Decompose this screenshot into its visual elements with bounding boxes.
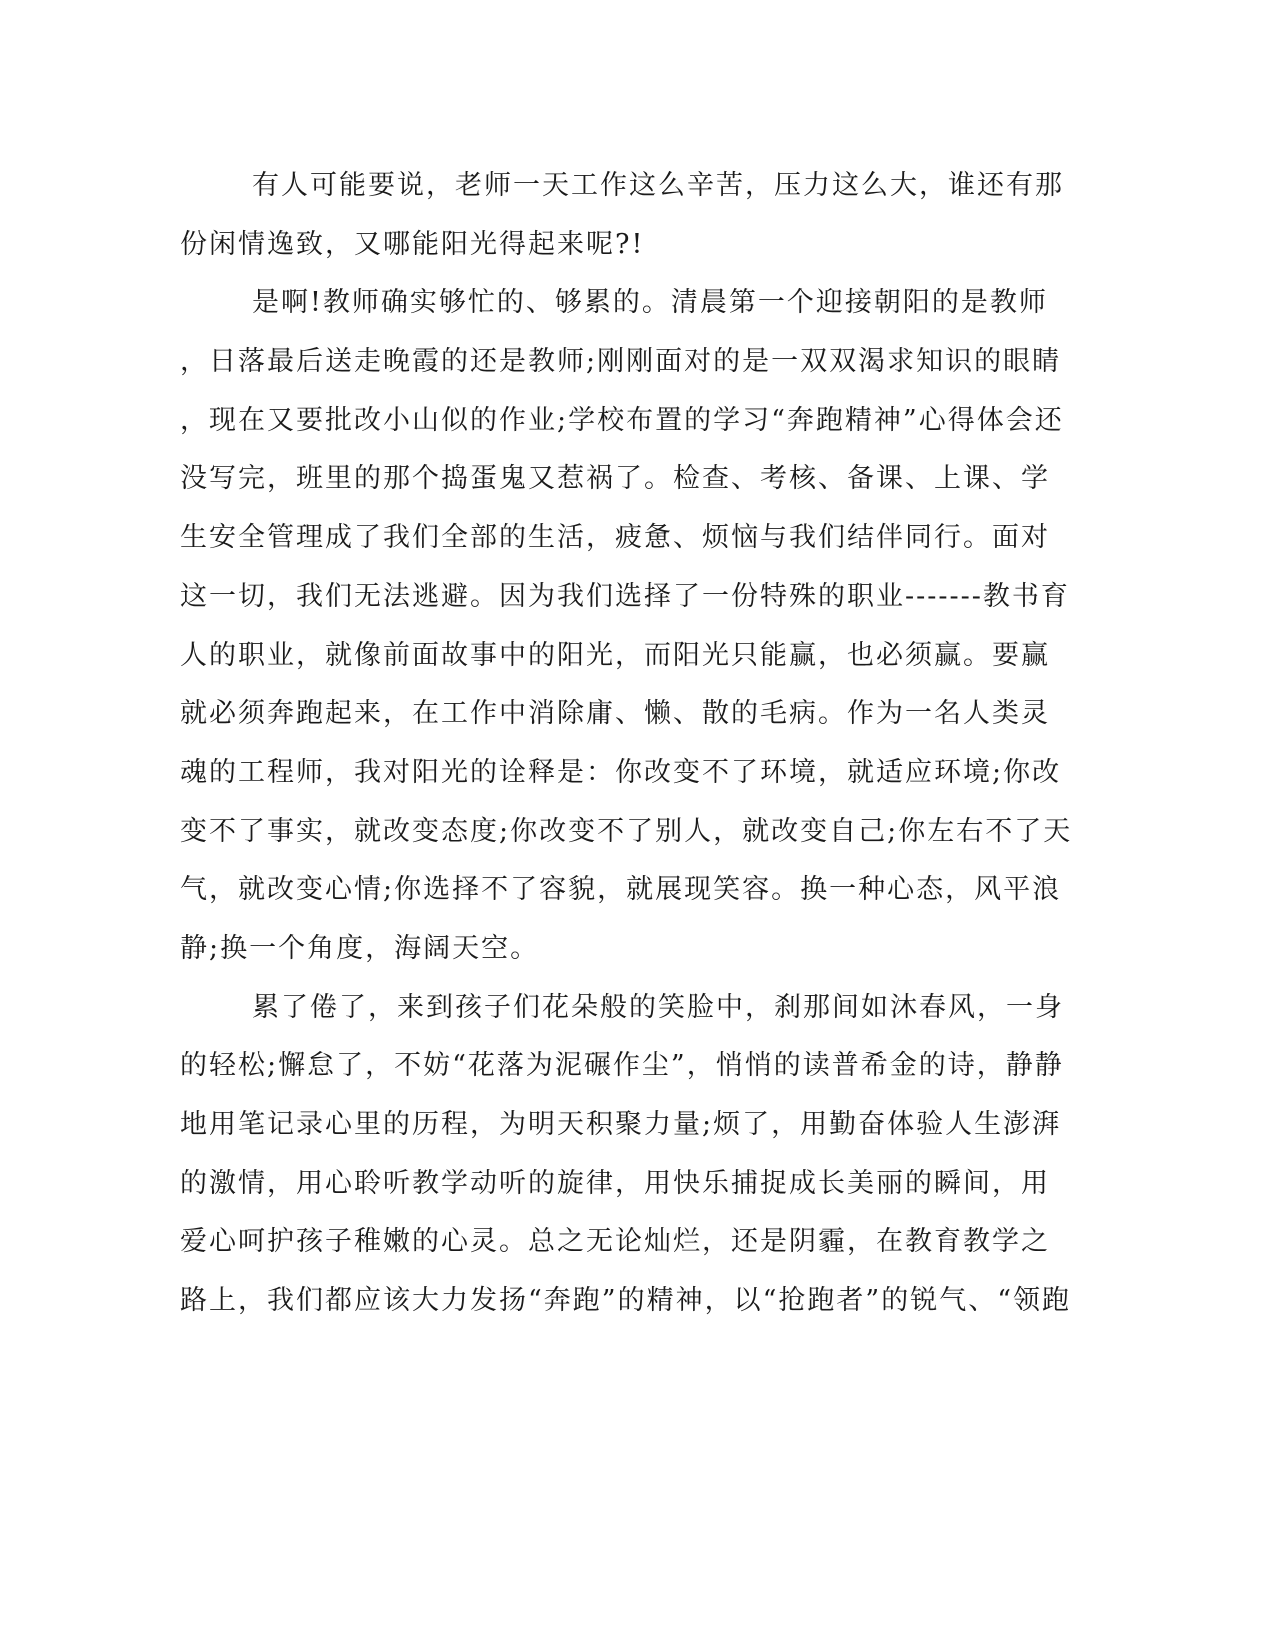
text-line: 的轻松;懈怠了，不妨“花落为泥碾作尘”，悄悄的读普希金的诗，静静 (180, 1050, 1064, 1082)
paragraph-2 (180, 274, 1073, 978)
paragraph-1 (180, 157, 1064, 274)
text-line: 是啊!教师确实够忙的、够累的。清晨第一个迎接朝阳的是教师 (252, 287, 1048, 319)
paragraph-3 (180, 979, 1072, 1331)
text-line: ，现在又要批改小山似的作业;学校布置的学习“奔跑精神”心得体会还 (180, 404, 1064, 436)
text-line: 生安全管理成了我们全部的生活，疲惫、烦恼与我们结伴同行。面对 (180, 522, 1050, 554)
text-line: 这一切，我们无法逃避。因为我们选择了一份特殊的职业-------教书育 (180, 580, 1070, 612)
text-line: 地用笔记录心里的历程，为明天积聚力量;烦了，用勤奋体验人生澎湃 (180, 1109, 1062, 1140)
text-line: 没写完，班里的那个捣蛋鬼又惹祸了。检查、考核、备课、上课、学 (180, 463, 1050, 495)
text-line: 就必须奔跑起来，在工作中消除庸、懒、散的毛病。作为一名人类灵 (180, 698, 1050, 730)
text-line: 有人可能要说，老师一天工作这么辛苦，压力这么大，谁还有那 (252, 170, 1064, 201)
text-line: 人的职业，就像前面故事中的阳光，而阳光只能赢，也必须赢。要赢 (180, 639, 1050, 671)
text-line: ，日落最后送走晚霞的还是教师;刚刚面对的是一双双渴求知识的眼睛 (180, 346, 1062, 378)
text-line: 气，就改变心情;你选择不了容貌，就展现笑容。换一种心态，风平浪 (180, 874, 1062, 906)
text-line: 路上，我们都应该大力发扬“奔跑”的精神，以“抢跑者”的锐气、“领跑 (180, 1285, 1072, 1317)
document-body (180, 157, 1073, 1331)
text-line: 爱心呵护孩子稚嫩的心灵。总之无论灿烂，还是阴霾，在教育教学之 (180, 1226, 1050, 1258)
text-line: 份闲情逸致，又哪能阳光得起来呢?! (180, 228, 645, 260)
text-line: 静;换一个角度，海阔天空。 (180, 932, 540, 964)
text-line: 魂的工程师，我对阳光的诠释是：你改变不了环境，就适应环境;你改 (180, 756, 1062, 788)
text-line: 累了倦了，来到孩子们花朵般的笑脸中，刹那间如沐春风，一身 (252, 991, 1064, 1023)
text-line: 的激情，用心聆听教学动听的旋律，用快乐捕捉成长美丽的瞬间，用 (180, 1167, 1050, 1199)
text-line: 变不了事实，就改变态度;你改变不了别人，就改变自己;你左右不了天 (180, 815, 1073, 847)
